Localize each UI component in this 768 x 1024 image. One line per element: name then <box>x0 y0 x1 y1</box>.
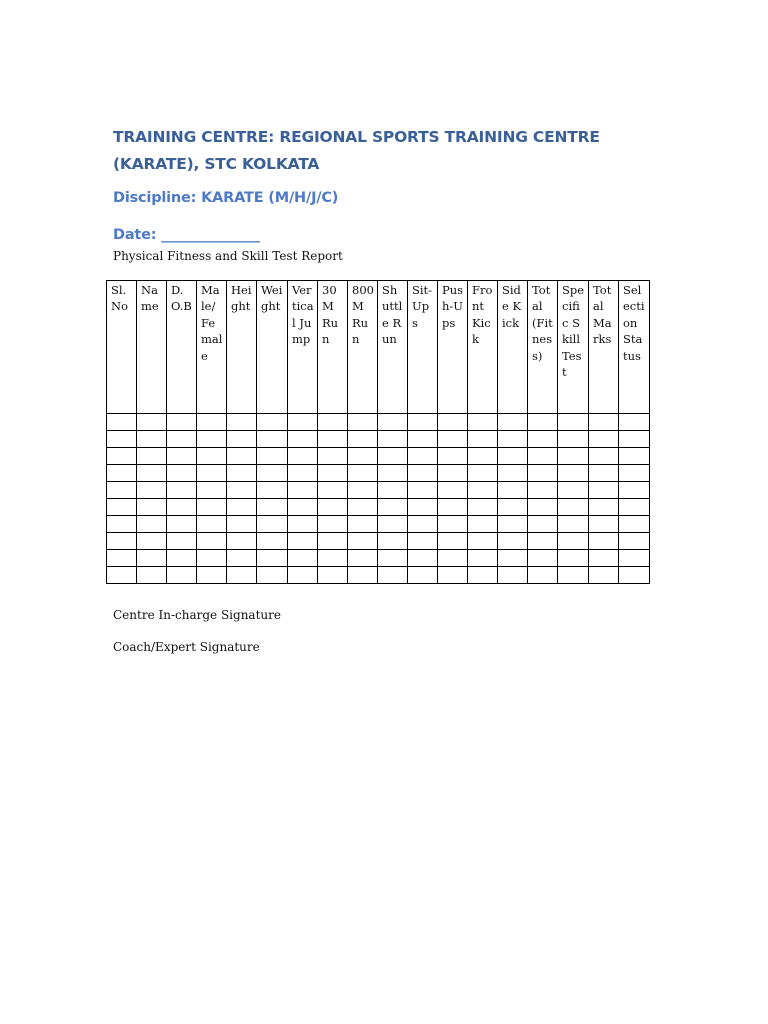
table-row <box>107 516 650 533</box>
table-cell[interactable] <box>197 516 227 533</box>
column-header-height: Height <box>227 281 257 414</box>
column-header-front-kick: Front Kick <box>468 281 498 414</box>
table-cell[interactable] <box>167 414 197 431</box>
table-cell[interactable] <box>558 550 589 567</box>
table-cell[interactable] <box>137 482 167 499</box>
table-cell[interactable] <box>137 431 167 448</box>
fitness-test-table <box>106 280 650 584</box>
column-header-shuttle-run: Shuttle Run <box>378 281 408 414</box>
table-cell[interactable] <box>408 533 438 550</box>
table-cell[interactable] <box>197 465 227 482</box>
table-header-row <box>107 281 650 414</box>
table-cell[interactable] <box>197 533 227 550</box>
table-cell[interactable] <box>197 414 227 431</box>
table-cell[interactable] <box>227 465 257 482</box>
table-cell[interactable] <box>378 414 408 431</box>
table-cell[interactable] <box>197 499 227 516</box>
table-cell[interactable] <box>438 533 468 550</box>
table-cell[interactable] <box>528 448 558 465</box>
table-cell[interactable] <box>528 482 558 499</box>
table-cell[interactable] <box>107 567 137 584</box>
table-cell[interactable] <box>589 448 619 465</box>
discipline-label: Discipline: KARATE (M/H/J/C) <box>113 190 339 206</box>
column-header-specific-skill-test: Specific Skill Test <box>558 281 589 414</box>
table-row <box>107 567 650 584</box>
table-cell[interactable] <box>348 533 378 550</box>
table-cell[interactable] <box>197 550 227 567</box>
table-cell[interactable] <box>137 414 167 431</box>
table-cell[interactable] <box>438 414 468 431</box>
column-header-total-marks: Total Marks <box>589 281 619 414</box>
table-cell[interactable] <box>438 499 468 516</box>
table-cell[interactable] <box>318 448 348 465</box>
column-header-gender: Male/Female <box>197 281 227 414</box>
table-cell[interactable] <box>137 465 167 482</box>
table-cell[interactable] <box>408 414 438 431</box>
table-cell[interactable] <box>558 414 589 431</box>
table-cell[interactable] <box>408 499 438 516</box>
table-cell[interactable] <box>107 448 137 465</box>
table-cell[interactable] <box>107 533 137 550</box>
date-field-label: Date: ______________ <box>113 227 260 243</box>
table-cell[interactable] <box>227 567 257 584</box>
table-cell[interactable] <box>558 448 589 465</box>
table-cell[interactable] <box>137 448 167 465</box>
table-cell[interactable] <box>227 533 257 550</box>
table-cell[interactable] <box>619 499 650 516</box>
table-cell[interactable] <box>167 431 197 448</box>
coach-expert-signature-label: Coach/Expert Signature <box>113 640 260 654</box>
table-cell[interactable] <box>197 567 227 584</box>
table-cell[interactable] <box>318 499 348 516</box>
table-cell[interactable] <box>378 550 408 567</box>
table-cell[interactable] <box>257 414 288 431</box>
table-cell[interactable] <box>107 414 137 431</box>
table-cell[interactable] <box>468 414 498 431</box>
table-cell[interactable] <box>528 516 558 533</box>
table-cell[interactable] <box>227 431 257 448</box>
table-cell[interactable] <box>468 567 498 584</box>
table-cell[interactable] <box>468 533 498 550</box>
table-cell[interactable] <box>318 482 348 499</box>
table-cell[interactable] <box>498 448 528 465</box>
table-cell[interactable] <box>558 482 589 499</box>
table-cell[interactable] <box>318 431 348 448</box>
column-header-sit-ups: Sit-Ups <box>408 281 438 414</box>
table-cell[interactable] <box>589 482 619 499</box>
table-cell[interactable] <box>589 533 619 550</box>
table-cell[interactable] <box>167 533 197 550</box>
table-cell[interactable] <box>438 516 468 533</box>
table-cell[interactable] <box>318 567 348 584</box>
table-cell[interactable] <box>438 465 468 482</box>
table-cell[interactable] <box>528 550 558 567</box>
table-cell[interactable] <box>107 482 137 499</box>
table-cell[interactable] <box>558 431 589 448</box>
column-header-sl-no: Sl. No <box>107 281 137 414</box>
table-cell[interactable] <box>348 567 378 584</box>
table-cell[interactable] <box>528 567 558 584</box>
table-cell[interactable] <box>257 533 288 550</box>
table-cell[interactable] <box>528 499 558 516</box>
table-cell[interactable] <box>378 482 408 499</box>
table-cell[interactable] <box>288 516 318 533</box>
column-header-selection-status: Selection Status <box>619 281 650 414</box>
table-cell[interactable] <box>589 516 619 533</box>
table-cell[interactable] <box>227 499 257 516</box>
table-cell[interactable] <box>408 550 438 567</box>
table-cell[interactable] <box>558 567 589 584</box>
table-cell[interactable] <box>438 567 468 584</box>
table-cell[interactable] <box>619 465 650 482</box>
column-header-total-fitness: Total (Fitness) <box>528 281 558 414</box>
table-cell[interactable] <box>288 533 318 550</box>
table-cell[interactable] <box>107 516 137 533</box>
table-body <box>107 414 650 584</box>
column-header-side-kick: Side Kick <box>498 281 528 414</box>
table-cell[interactable] <box>137 550 167 567</box>
table-cell[interactable] <box>257 431 288 448</box>
table-cell[interactable] <box>589 567 619 584</box>
table-cell[interactable] <box>227 516 257 533</box>
table-cell[interactable] <box>227 550 257 567</box>
table-cell[interactable] <box>528 465 558 482</box>
table-cell[interactable] <box>107 499 137 516</box>
table-cell[interactable] <box>197 448 227 465</box>
table-cell[interactable] <box>619 482 650 499</box>
table-cell[interactable] <box>558 499 589 516</box>
table-cell[interactable] <box>498 431 528 448</box>
table-row <box>107 533 650 550</box>
table-cell[interactable] <box>257 567 288 584</box>
table-cell[interactable] <box>498 516 528 533</box>
table-cell[interactable] <box>438 431 468 448</box>
table-cell[interactable] <box>257 499 288 516</box>
table-cell[interactable] <box>558 516 589 533</box>
table-cell[interactable] <box>378 448 408 465</box>
table-cell[interactable] <box>438 550 468 567</box>
table-row <box>107 414 650 431</box>
table-cell[interactable] <box>619 448 650 465</box>
table-cell[interactable] <box>107 465 137 482</box>
table-cell[interactable] <box>348 431 378 448</box>
table-cell[interactable] <box>498 465 528 482</box>
table-cell[interactable] <box>318 414 348 431</box>
table-cell[interactable] <box>137 499 167 516</box>
table-cell[interactable] <box>498 550 528 567</box>
table-row <box>107 465 650 482</box>
table-cell[interactable] <box>378 533 408 550</box>
table-cell[interactable] <box>498 482 528 499</box>
table-cell[interactable] <box>288 550 318 567</box>
table-cell[interactable] <box>468 550 498 567</box>
table-cell[interactable] <box>438 448 468 465</box>
table-cell[interactable] <box>528 533 558 550</box>
table-cell[interactable] <box>167 465 197 482</box>
table-cell[interactable] <box>348 465 378 482</box>
table-cell[interactable] <box>137 567 167 584</box>
table-cell[interactable] <box>257 465 288 482</box>
table-cell[interactable] <box>257 516 288 533</box>
table-cell[interactable] <box>468 465 498 482</box>
table-cell[interactable] <box>288 482 318 499</box>
table-row <box>107 431 650 448</box>
table-cell[interactable] <box>348 499 378 516</box>
document-title: TRAINING CENTRE: REGIONAL SPORTS TRAINING CENTRE (KARATE), STC KOLKATA <box>113 128 600 173</box>
table-cell[interactable] <box>137 516 167 533</box>
table-cell[interactable] <box>408 516 438 533</box>
table-cell[interactable] <box>348 550 378 567</box>
table-cell[interactable] <box>257 482 288 499</box>
table-cell[interactable] <box>318 516 348 533</box>
table-cell[interactable] <box>528 431 558 448</box>
table-cell[interactable] <box>197 482 227 499</box>
table-cell[interactable] <box>107 550 137 567</box>
table-cell[interactable] <box>619 414 650 431</box>
table-cell[interactable] <box>227 414 257 431</box>
table-cell[interactable] <box>378 465 408 482</box>
table-cell[interactable] <box>619 533 650 550</box>
report-title: Physical Fitness and Skill Test Report <box>113 249 343 263</box>
table-row <box>107 482 650 499</box>
table-cell[interactable] <box>167 550 197 567</box>
column-header-30m-run: 30 M Run <box>318 281 348 414</box>
table-cell[interactable] <box>528 414 558 431</box>
table-cell[interactable] <box>408 431 438 448</box>
table-cell[interactable] <box>468 431 498 448</box>
table-cell[interactable] <box>288 465 318 482</box>
table-cell[interactable] <box>197 431 227 448</box>
table-cell[interactable] <box>498 499 528 516</box>
table-cell[interactable] <box>589 465 619 482</box>
column-header-push-ups: Push-Ups <box>438 281 468 414</box>
table-cell[interactable] <box>348 516 378 533</box>
table-row <box>107 499 650 516</box>
table-cell[interactable] <box>619 567 650 584</box>
table-row <box>107 448 650 465</box>
table-cell[interactable] <box>438 482 468 499</box>
table-cell[interactable] <box>288 567 318 584</box>
table-cell[interactable] <box>589 550 619 567</box>
table-cell[interactable] <box>589 414 619 431</box>
centre-incharge-signature-label: Centre In-charge Signature <box>113 608 281 622</box>
table-cell[interactable] <box>257 448 288 465</box>
column-header-vertical-jump: Vertical Jump <box>288 281 318 414</box>
table-cell[interactable] <box>468 499 498 516</box>
table-cell[interactable] <box>288 448 318 465</box>
table-cell[interactable] <box>288 499 318 516</box>
column-header-dob: D.O.B <box>167 281 197 414</box>
column-header-weight: Weight <box>257 281 288 414</box>
table-cell[interactable] <box>408 482 438 499</box>
column-header-800m-run: 800 M Run <box>348 281 378 414</box>
table-cell[interactable] <box>227 482 257 499</box>
table-cell[interactable] <box>167 567 197 584</box>
table-cell[interactable] <box>558 533 589 550</box>
table-cell[interactable] <box>378 499 408 516</box>
table-cell[interactable] <box>468 516 498 533</box>
table-cell[interactable] <box>619 550 650 567</box>
table-cell[interactable] <box>348 448 378 465</box>
column-header-name: Name <box>137 281 167 414</box>
table-cell[interactable] <box>408 448 438 465</box>
table-cell[interactable] <box>378 431 408 448</box>
table-cell[interactable] <box>498 533 528 550</box>
table-cell[interactable] <box>167 499 197 516</box>
table-cell[interactable] <box>318 550 348 567</box>
table-cell[interactable] <box>318 533 348 550</box>
table-cell[interactable] <box>257 550 288 567</box>
table-cell[interactable] <box>288 414 318 431</box>
table-cell[interactable] <box>498 414 528 431</box>
table-cell[interactable] <box>619 431 650 448</box>
table-cell[interactable] <box>378 567 408 584</box>
table-cell[interactable] <box>137 533 167 550</box>
table-cell[interactable] <box>468 482 498 499</box>
table-cell[interactable] <box>498 567 528 584</box>
table-cell[interactable] <box>167 448 197 465</box>
table-cell[interactable] <box>107 431 137 448</box>
table-cell[interactable] <box>619 516 650 533</box>
table-cell[interactable] <box>348 482 378 499</box>
table-cell[interactable] <box>167 482 197 499</box>
table-cell[interactable] <box>378 516 408 533</box>
table-cell[interactable] <box>558 465 589 482</box>
table-row <box>107 550 650 567</box>
table-cell[interactable] <box>408 465 438 482</box>
table-cell[interactable] <box>468 448 498 465</box>
table-cell[interactable] <box>318 465 348 482</box>
table-cell[interactable] <box>288 431 318 448</box>
table-cell[interactable] <box>408 567 438 584</box>
table-cell[interactable] <box>167 516 197 533</box>
table-cell[interactable] <box>589 499 619 516</box>
table-cell[interactable] <box>348 414 378 431</box>
table-cell[interactable] <box>589 431 619 448</box>
table-cell[interactable] <box>227 448 257 465</box>
